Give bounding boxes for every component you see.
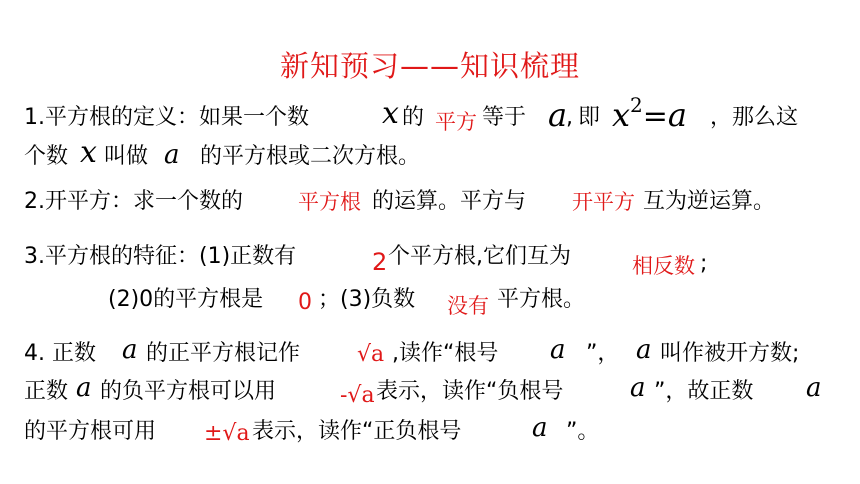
s3-blank-4: 没有: [447, 294, 489, 318]
s1-var-x: x: [382, 96, 399, 131]
s4-text-e: 叫作被开方数;: [660, 341, 800, 366]
s1-eq-sign: =: [642, 99, 668, 134]
s4-line2-a: 正数: [24, 379, 69, 404]
s4-line2-var-a-2: a: [630, 373, 646, 403]
s3-text-a: 3.平方根的特征：(1)正数有: [24, 244, 297, 269]
s4-var-a-2: a: [550, 335, 566, 365]
s1-eq-lhs: x: [612, 96, 631, 134]
s4-text-d: ”，: [586, 341, 620, 366]
s1-eq-rhs: a: [667, 96, 687, 134]
s1-text-b: 的: [402, 105, 425, 130]
s1-line2-b: 叫做: [104, 144, 149, 169]
s4-line2-b: 的负平方根可以用: [100, 379, 277, 404]
s3-line2-a: (2)0的平方根是: [108, 287, 264, 312]
s1-text-c: 等于: [482, 105, 527, 130]
s1-comma: ,: [566, 105, 573, 130]
s3-line2-c: 平方根。: [497, 287, 586, 312]
s3-blank-1: 2: [372, 248, 388, 276]
s4-var-a-3: a: [636, 335, 652, 365]
s1-blank-answer: 平方: [435, 110, 477, 134]
s3-line2-b: ；(3)负数: [318, 287, 416, 312]
s1-equation: [612, 93, 687, 134]
s4-line3-b: 表示，读作“正负根号: [252, 419, 462, 444]
s1-line2-c: 的平方根或二次方根。: [200, 144, 421, 169]
s3-blank-3: 0: [298, 290, 312, 315]
s2-text-a: 2.开平方：求一个数的: [24, 189, 243, 214]
s4-text-c: ,读作“根号: [392, 341, 499, 366]
s2-blank-1: 平方根: [298, 190, 361, 214]
s2-text-b: 的运算。平方与: [372, 189, 527, 214]
s3-text-c: ;: [700, 251, 708, 276]
s4-neg-sqrt-a: -√a: [340, 383, 375, 408]
s3-text-b: 个平方根,它们互为: [388, 244, 571, 269]
s1-line2-var-x: x: [80, 135, 97, 170]
s1-text-ji: 即: [578, 105, 601, 130]
s4-line3-c: ”。: [566, 419, 600, 444]
s1-var-a: a: [548, 96, 568, 134]
s1-line2-var-a: a: [164, 140, 180, 170]
s4-plusminus-sqrt-a: ±√a: [204, 421, 250, 446]
s1-eq-exponent: 2: [630, 93, 643, 117]
s2-text-c: 互为逆运算。: [643, 189, 776, 214]
s4-text-b: 的正平方根记作: [146, 341, 301, 366]
s2-blank-2: 开平方: [572, 190, 635, 214]
s3-blank-2: 相反数: [632, 254, 695, 278]
s4-line2-d: ”，故正数: [654, 379, 754, 404]
s1-line2-a: 个数: [24, 144, 69, 169]
s4-line2-var-a: a: [76, 373, 92, 403]
s4-line3-a: 的平方根可用: [24, 419, 157, 444]
page-title: 新知预习——知识梳理: [279, 49, 580, 83]
s4-line2-c: 表示，读作“负根号: [376, 379, 564, 404]
s4-sqrt-a: √a: [357, 342, 385, 367]
s1-text-a: 1.平方根的定义：如果一个数: [24, 105, 309, 130]
s4-line2-var-a-3: a: [806, 373, 822, 403]
s4-var-a-1: a: [122, 335, 138, 365]
s1-text-tail: ，那么这: [710, 105, 799, 130]
s4-text-a: 4. 正数: [24, 341, 96, 366]
s4-line3-var-a: a: [532, 413, 548, 443]
